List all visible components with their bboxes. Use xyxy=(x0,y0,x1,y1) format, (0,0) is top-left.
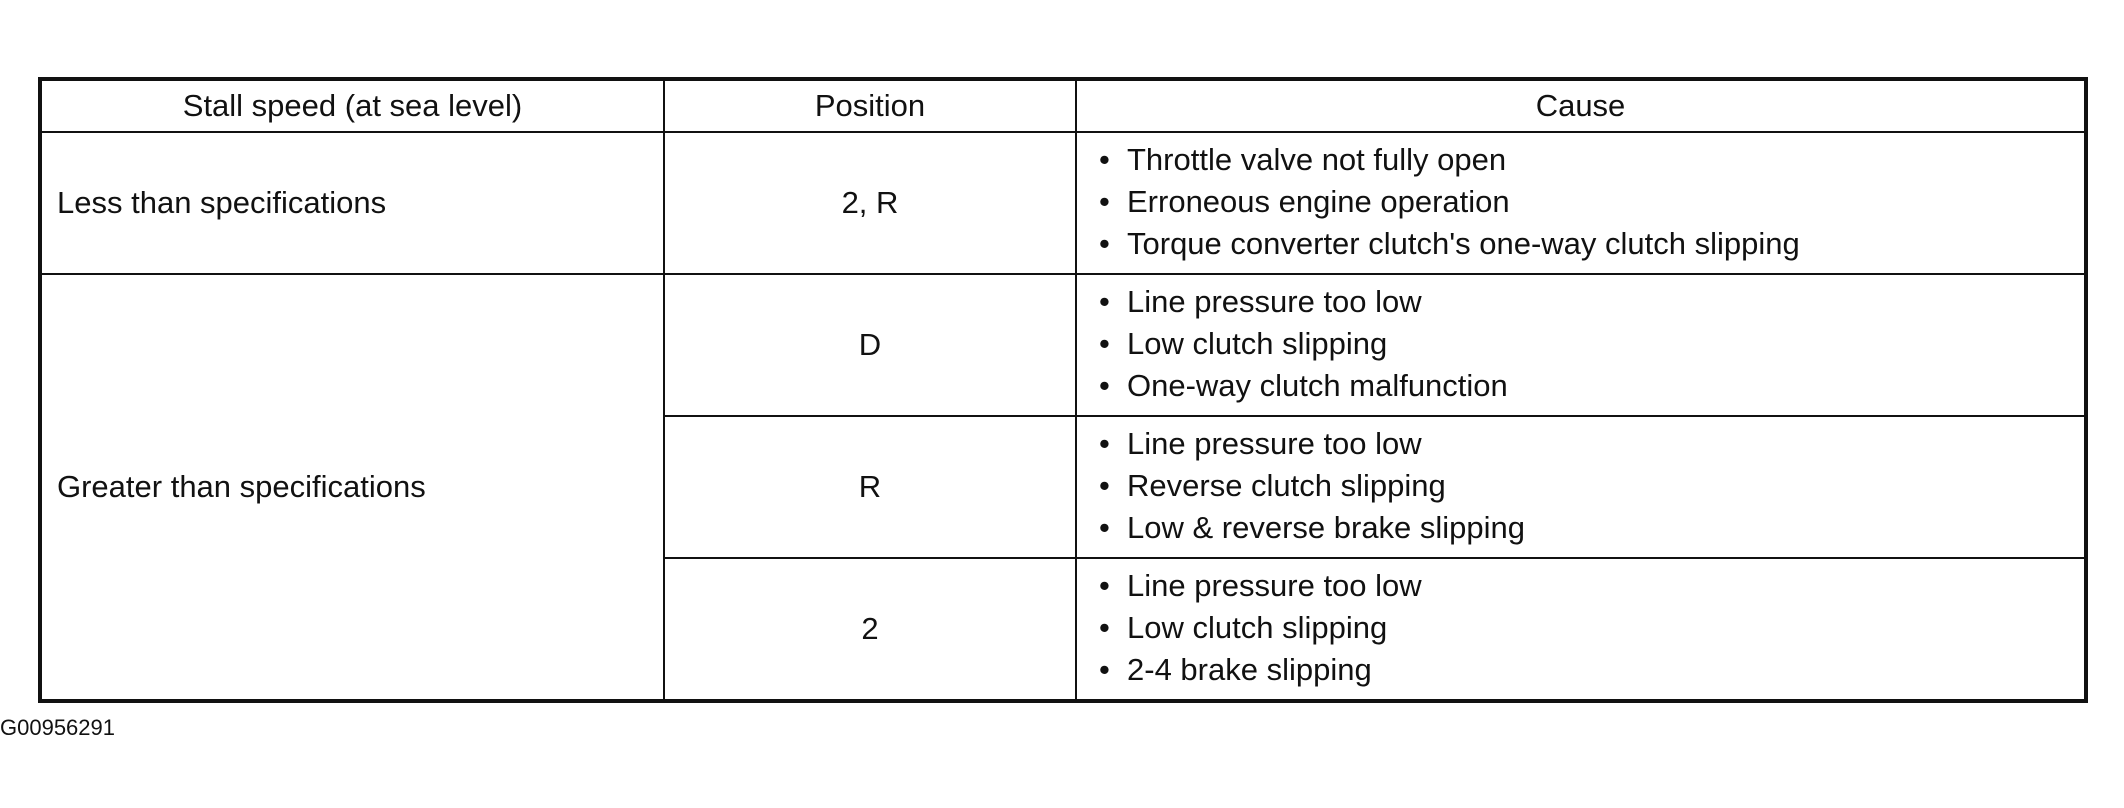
cause-item: • Low clutch slipping xyxy=(1099,323,2084,365)
table-row xyxy=(40,274,2086,416)
position-cell: R xyxy=(664,416,1076,558)
cause-item: • Reverse clutch slipping xyxy=(1099,465,2084,507)
stall-speed-cell: Less than specifications xyxy=(40,132,664,274)
position-cell: 2, R xyxy=(664,132,1076,274)
cause-item: • Line pressure too low xyxy=(1099,565,2084,607)
cause-item: • Throttle valve not fully open xyxy=(1099,139,2084,181)
cause-list xyxy=(1099,565,2084,691)
cause-cell xyxy=(1076,274,2086,416)
cause-item: • 2-4 brake slipping xyxy=(1099,649,2084,691)
header-position: Position xyxy=(664,79,1076,132)
figure-id: G00956291 xyxy=(0,715,115,740)
cause-list xyxy=(1099,281,2084,407)
cause-cell xyxy=(1076,132,2086,274)
header-cause: Cause xyxy=(1076,79,2086,132)
cause-item: • Line pressure too low xyxy=(1099,281,2084,323)
cause-item: • Low clutch slipping xyxy=(1099,607,2084,649)
cause-item: • Low & reverse brake slipping xyxy=(1099,507,2084,549)
cause-cell xyxy=(1076,416,2086,558)
stall-speed-cell: Greater than specifications xyxy=(40,274,664,701)
header-stall-speed: Stall speed (at sea level) xyxy=(40,79,664,132)
stall-test-table-container xyxy=(38,77,2084,703)
table-header-row xyxy=(40,79,2086,132)
position-cell: 2 xyxy=(664,558,1076,701)
cause-cell xyxy=(1076,558,2086,701)
table-row xyxy=(40,132,2086,274)
cause-item: • Erroneous engine operation xyxy=(1099,181,2084,223)
stall-test-table xyxy=(38,77,2088,703)
position-cell: D xyxy=(664,274,1076,416)
cause-list xyxy=(1099,139,2084,265)
cause-item: • Torque converter clutch's one-way clutch slipping xyxy=(1099,223,2084,265)
cause-item: • Line pressure too low xyxy=(1099,423,2084,465)
cause-item: • One-way clutch malfunction xyxy=(1099,365,2084,407)
cause-list xyxy=(1099,423,2084,549)
